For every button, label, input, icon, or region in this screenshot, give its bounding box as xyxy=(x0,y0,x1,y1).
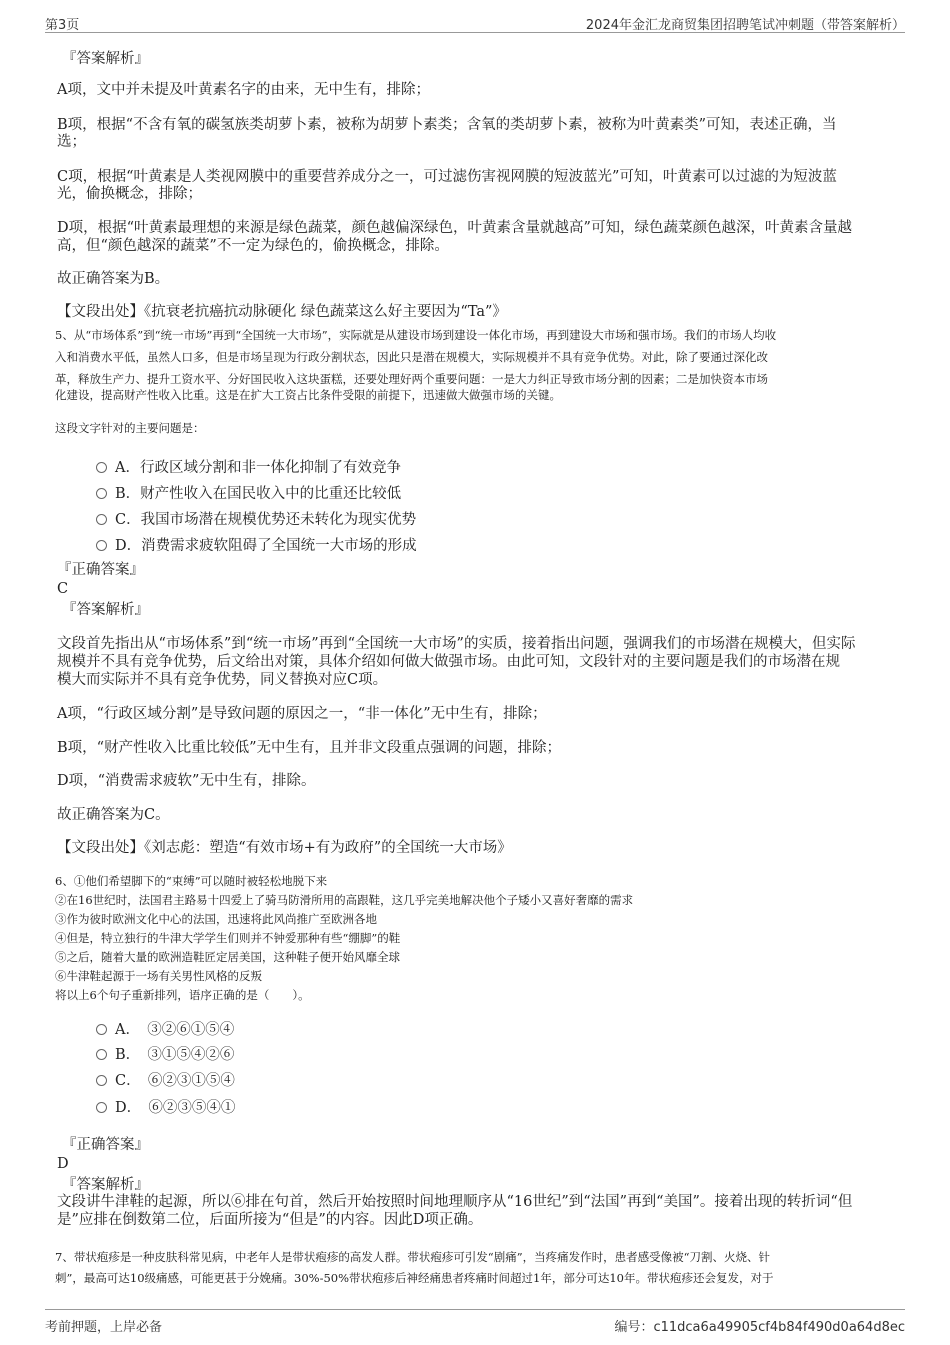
q5-analysis-line1: 文段首先指出从“市场体系”到“统一市场”再到“全国统一大市场”的实质，接着指出问题，强调我们的市场潜在规模大，但实际 xyxy=(57,636,856,652)
q6-question: 将以上6个句子重新排列，语序正确的是（ ）。 xyxy=(55,988,310,1002)
q6-option-a[interactable]: A． ③②⑥①⑤④ xyxy=(96,1018,234,1039)
q5-stem-line1: 5、从“市场体系”到“统一市场”再到“全国统一大市场”，实际就是从建设市场到建设一体化市场，再到建设大市场和强市场。我们的市场人均收 xyxy=(55,328,777,342)
radio-icon[interactable] xyxy=(96,1024,107,1035)
q4-source: 【文段出处】《抗衰老抗癌抗动脉硬化 绿色蔬菜这么好主要因为“Ta”》 xyxy=(57,304,507,320)
radio-icon[interactable] xyxy=(96,1075,107,1086)
q5-answer: 故正确答案为C。 xyxy=(57,807,170,823)
q6-line4: ④但是，特立独行的牛津大学学生们则并不钟爱那种有些“绷脚”的鞋 xyxy=(55,931,401,945)
q6-option-b[interactable]: B． ③①⑤④②⑥ xyxy=(96,1043,234,1064)
q6-correct-answer: D xyxy=(57,1156,69,1172)
q7-line2: 刺”，最高可达10级痛感，可能更甚于分娩痛。30%-50%带状疱疹后神经痛患者疼痛时间超过1年，部分可达10年。带状疱疹还会复发，对于 xyxy=(55,1271,774,1285)
footer-slogan: 考前押题，上岸必备 xyxy=(45,1320,163,1335)
q4-c-line1: C项，根据“叶黄素是人类视网膜中的重要营养成分之一，可过滤伤害视网膜的短波蓝光”可知，叶黄素可以过滤的为短波蓝 xyxy=(57,169,837,185)
q5-question: 这段文字针对的主要问题是： xyxy=(55,421,205,435)
radio-icon[interactable] xyxy=(96,1049,107,1060)
q6-analysis-line2: 是”应排在倒数第二位，后面所接为“但是”的内容。因此D项正确。 xyxy=(57,1212,483,1228)
q5-stem-line2: 入和消费水平低，虽然人口多，但是市场呈现为行政分割状态，因此只是潜在规模大，实际规模并不具有竞争优势。对此，除了要通过深化改 xyxy=(55,350,768,364)
q5-stem-line4: 化建设，提高财产性收入比重。这是在扩大工资占比条件受限的前提下，迅速做大做强市场的关键。 xyxy=(55,388,561,402)
q4-b-line2: 选； xyxy=(57,134,86,150)
q5-b-line: B项，“财产性收入比重比较低”无中生有，且并非文段重点强调的问题，排除； xyxy=(57,740,561,756)
q5-analysis-line2: 规模并不具有竞争优势，后文给出对策，具体介绍如何做大做强市场。由此可知，文段针对的主要问题是我们的市场潜在规 xyxy=(57,654,840,670)
q5-d-line: D项，“消费需求疲软”无中生有，排除。 xyxy=(57,773,316,789)
q5-option-d[interactable]: D．消费需求疲软阻碍了全国统一大市场的形成 xyxy=(96,534,417,555)
q5-option-c[interactable]: C．我国市场潜在规模优势还未转化为现实优势 xyxy=(96,508,416,529)
radio-icon[interactable] xyxy=(96,488,107,499)
page-number: 第3页 xyxy=(45,18,80,33)
q4-d-line1: D项，根据“叶黄素最理想的来源是绿色蔬菜，颜色越偏深绿色，叶黄素含量就越高”可知，绿色蔬菜颜色越深，叶黄素含量越 xyxy=(57,220,852,236)
q5-analysis-line3: 模大而实际并不具有竞争优势，同义替换对应C项。 xyxy=(57,672,388,688)
q5-analysis-label: 『答案解析』 xyxy=(62,602,149,618)
q5-correct-answer: C xyxy=(57,581,69,597)
q6-correct-label: 『正确答案』 xyxy=(62,1137,149,1153)
document-title: 2024年金汇龙商贸集团招聘笔试冲刺题（带答案解析） xyxy=(585,18,905,33)
q6-line5: ⑤之后，随着大量的欧洲造鞋匠定居美国，这种鞋子便开始风靡全球 xyxy=(55,950,400,964)
q4-d-line2: 高，但“颜色越深的蔬菜”不一定为绿色的，偷换概念，排除。 xyxy=(57,238,449,254)
q5-correct-label: 『正确答案』 xyxy=(57,562,144,578)
radio-icon[interactable] xyxy=(96,540,107,551)
q4-c-line2: 光，偷换概念，排除； xyxy=(57,186,202,202)
q6-option-c[interactable]: C． ⑥②③①⑤④ xyxy=(96,1069,235,1090)
q6-analysis-line1: 文段讲牛津鞋的起源，所以⑥排在句首，然后开始按照时间地理顺序从“16世纪”到“法国”再到“美国”。接着出现的转折词“但 xyxy=(57,1194,853,1210)
q4-answer: 故正确答案为B。 xyxy=(57,271,170,287)
q5-a-line: A项，“行政区域分割”是导致问题的原因之一，“非一体化”无中生有，排除； xyxy=(57,706,547,722)
radio-icon[interactable] xyxy=(96,462,107,473)
q5-option-b[interactable]: B．财产性收入在国民收入中的比重还比较低 xyxy=(96,482,401,503)
q6-line2: ②在16世纪时，法国君主路易十四爱上了骑马防滑所用的高跟鞋，这几乎完美地解决他个子矮小又喜好奢靡的需求 xyxy=(55,893,634,907)
q5-option-a[interactable]: A．行政区域分割和非一体化抑制了有效竞争 xyxy=(96,456,401,477)
q4-b-line1: B项，根据“不含有氧的碳氢族类胡萝卜素，被称为胡萝卜素类；含氧的类胡萝卜素，被称为叶黄素类”可知，表述正确，当 xyxy=(57,117,837,133)
q6-option-d[interactable]: D． ⑥②③⑤④① xyxy=(96,1096,235,1117)
document-code: 编号：c11dca6a49905cf4b84f490d0a64d8ec xyxy=(614,1320,905,1335)
radio-icon[interactable] xyxy=(96,514,107,525)
q6-analysis-label: 『答案解析』 xyxy=(62,1177,149,1193)
q5-source: 【文段出处】《刘志彪：塑造“有效市场+有为政府”的全国统一大市场》 xyxy=(57,840,512,856)
q4-a-line: A项，文中并未提及叶黄素名字的由来，无中生有，排除； xyxy=(57,82,430,98)
page-footer xyxy=(45,1309,905,1336)
q6-line3: ③作为彼时欧洲文化中心的法国，迅速将此风尚推广至欧洲各地 xyxy=(55,912,377,926)
q4-analysis-label: 『答案解析』 xyxy=(62,51,149,67)
q7-line1: 7、带状疱疹是一种皮肤科常见病，中老年人是带状疱疹的高发人群。带状疱疹可引发“剧痛”，当疼痛发作时，患者感受像被“刀割、火烧、针 xyxy=(55,1250,770,1264)
q6-line1: 6、①他们希望脚下的“束缚”可以随时被轻松地脱下来 xyxy=(55,874,328,888)
q5-stem-line3: 革，释放生产力、提升工资水平、分好国民收入这块蛋糕，还要处理好两个重要问题：一是大力纠正导致市场分割的因素；二是加快资本市场 xyxy=(55,372,768,386)
radio-icon[interactable] xyxy=(96,1102,107,1113)
page-header xyxy=(45,10,905,33)
q6-line6: ⑥牛津鞋起源于一场有关男性风格的反叛 xyxy=(55,969,262,983)
